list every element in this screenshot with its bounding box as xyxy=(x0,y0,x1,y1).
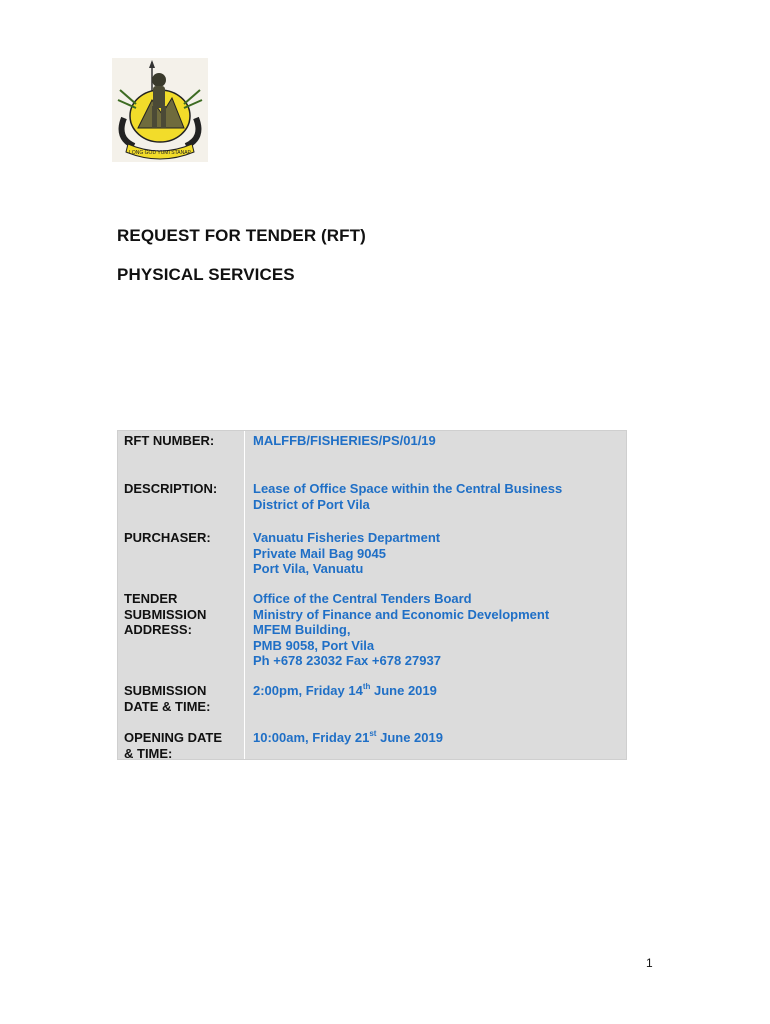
row-label: TENDER SUBMISSION ADDRESS: xyxy=(124,591,207,637)
coat-of-arms-emblem xyxy=(112,58,208,162)
page-number: 1 xyxy=(646,956,653,970)
row-label: RFT NUMBER: xyxy=(124,433,215,448)
row-label: PURCHASER: xyxy=(124,530,211,545)
row-label: OPENING DATE & TIME: xyxy=(124,730,222,761)
row-value: MALFFB/FISHERIES/PS/01/19 xyxy=(253,433,436,448)
emblem-motto: LONG GOD YUMI STANAP xyxy=(129,150,191,156)
row-label: DESCRIPTION: xyxy=(124,481,218,496)
row-value: 10:00am, Friday 21st June 2019 xyxy=(253,728,443,745)
document-subtitle: PHYSICAL SERVICES xyxy=(117,265,295,284)
tender-info-table xyxy=(117,430,627,760)
row-label: SUBMISSION DATE & TIME: xyxy=(124,683,211,714)
row-value: Vanuatu Fisheries Department Private Mail Bag 9045 Port Vila, Vanuatu xyxy=(253,530,441,576)
document-title: REQUEST FOR TENDER (RFT) xyxy=(117,226,366,245)
row-value: Lease of Office Space within the Central Business District of Port Vila xyxy=(253,481,563,512)
row-value: 2:00pm, Friday 14th June 2019 xyxy=(253,681,437,698)
row-value: Office of the Central Tenders Board Ministry of Finance and Economic Development MFEM Building, PMB 9058, Port Vila Ph +678 23032 Fax +678 27937 xyxy=(253,591,550,668)
table-divider xyxy=(244,431,245,759)
